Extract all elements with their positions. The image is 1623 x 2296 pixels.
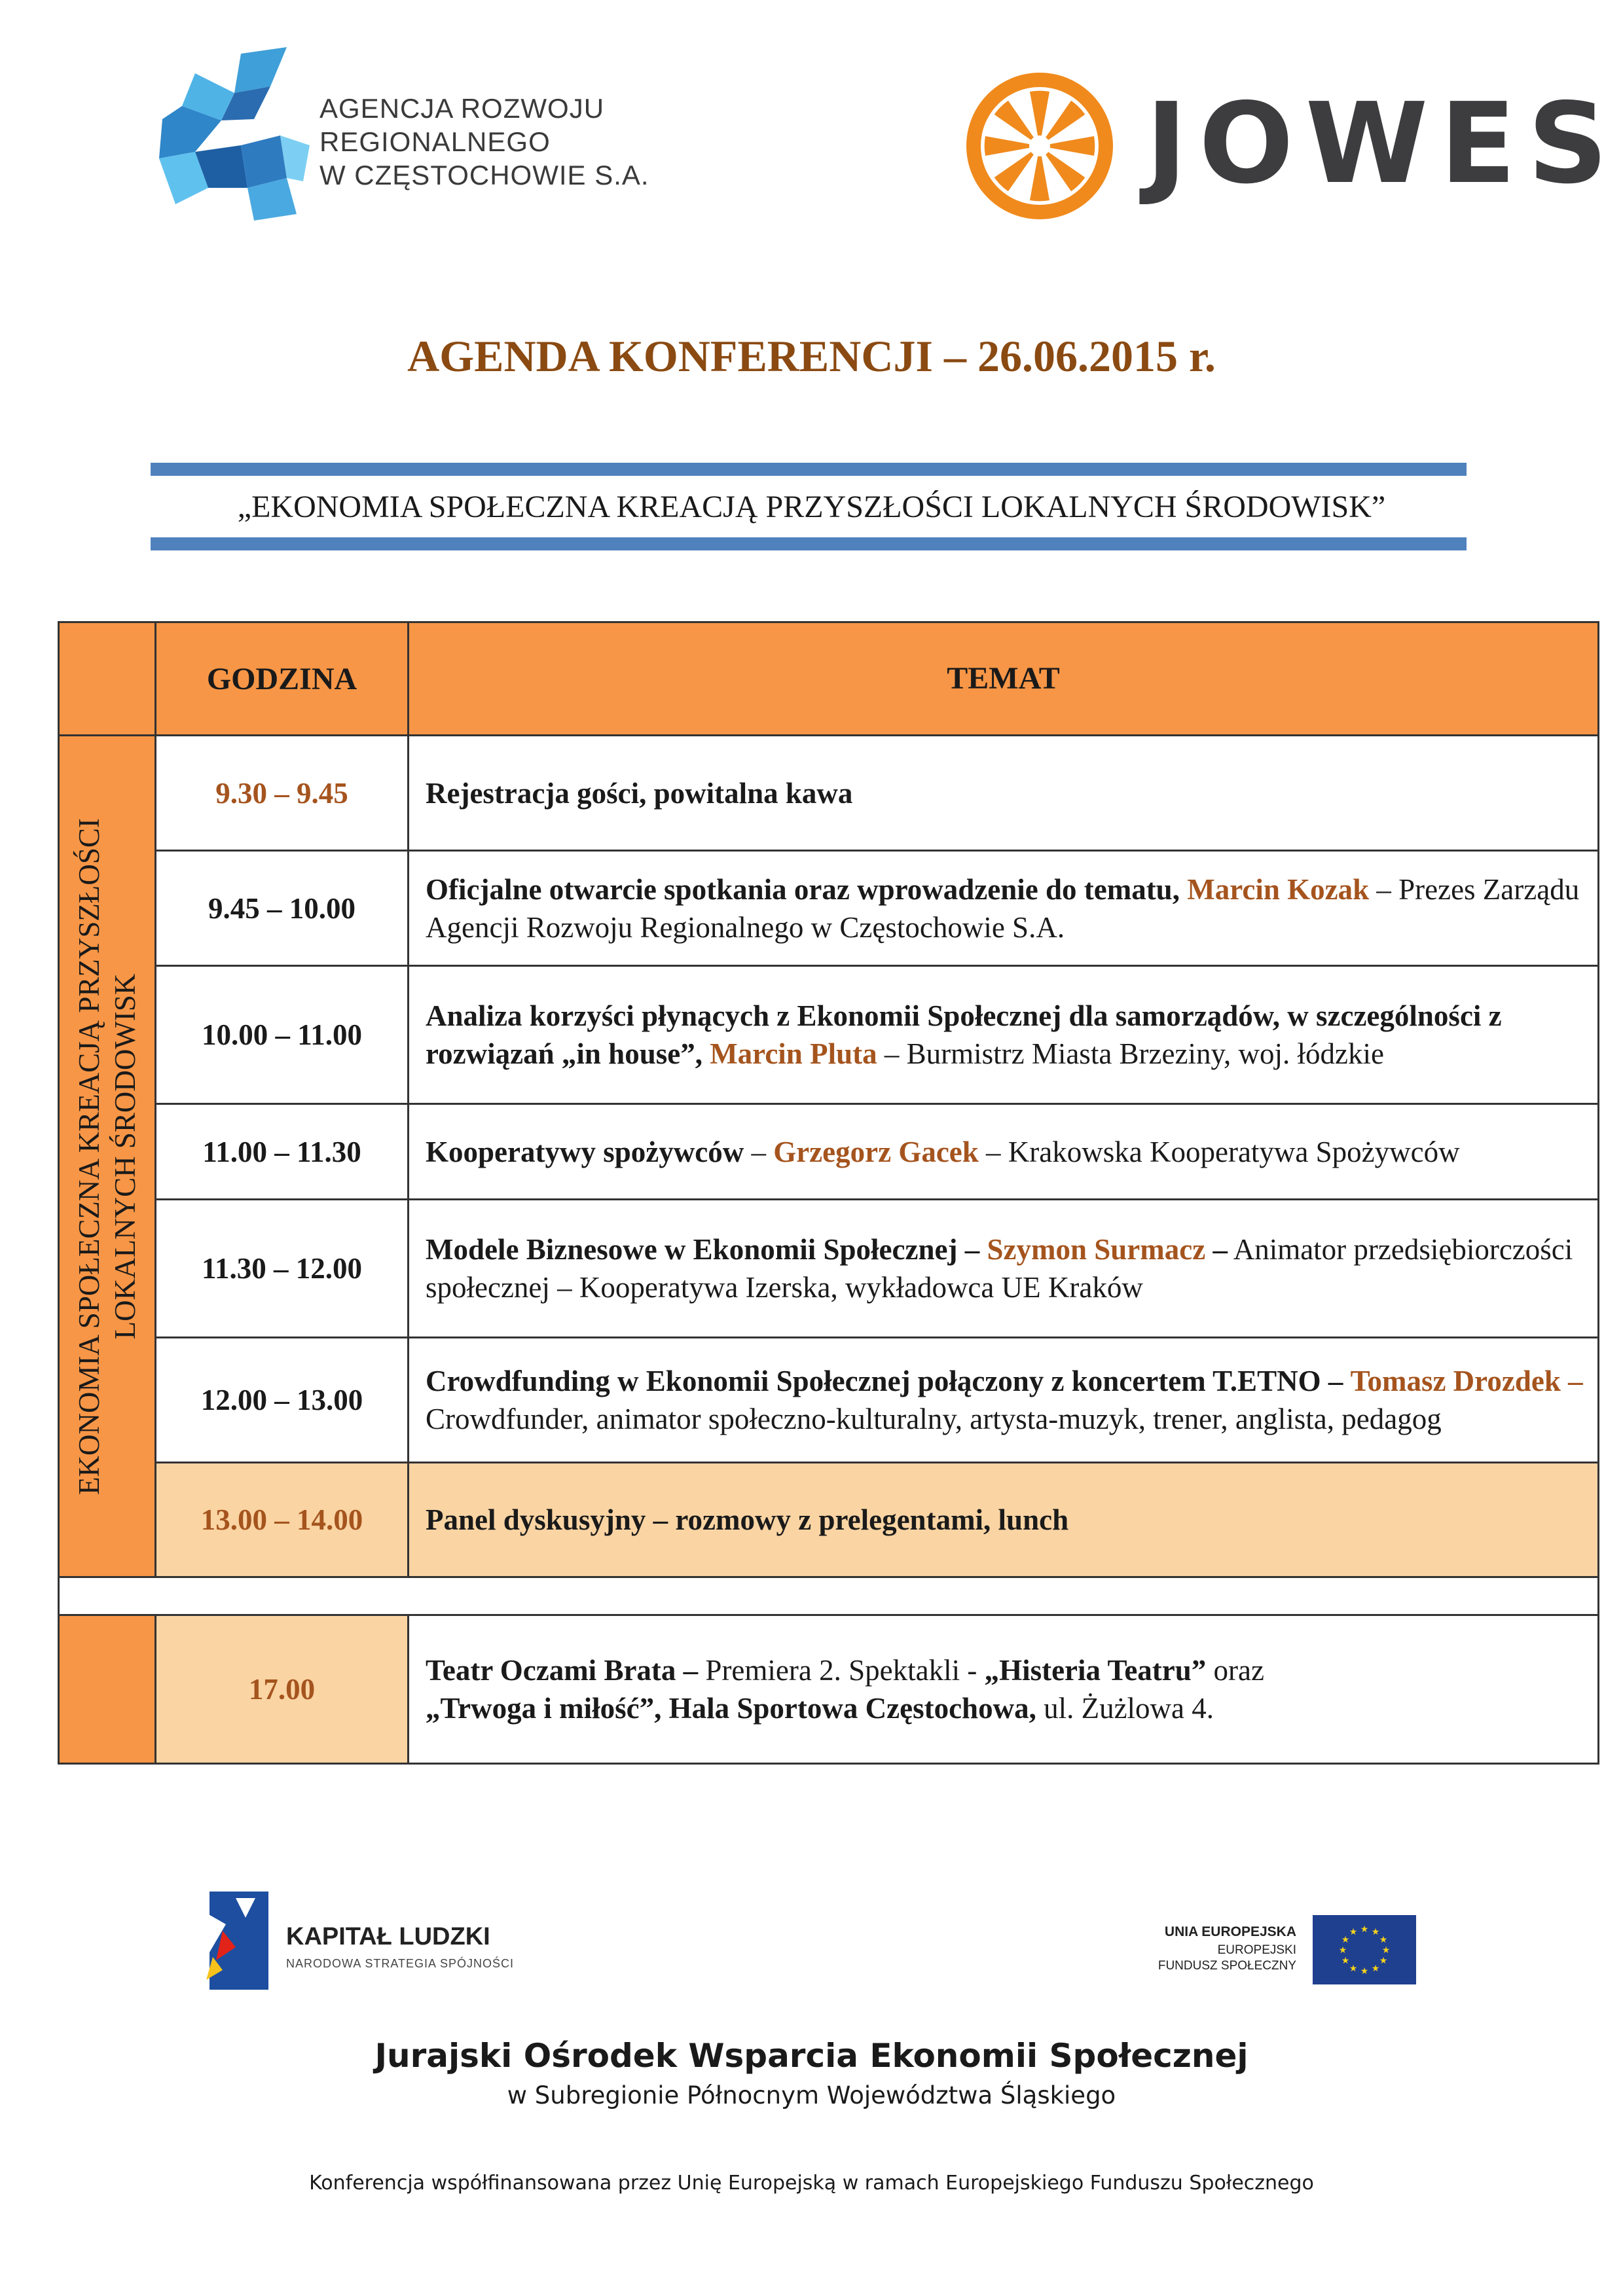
row-topic <box>409 1615 1599 1764</box>
svg-text:★: ★ <box>1341 1935 1350 1945</box>
arr-logo-line: AGENCJA ROZWOJU <box>319 93 605 124</box>
eu-label-title: UNIA EUROPEJSKA <box>1164 1924 1296 1939</box>
gap-cell <box>59 1577 1599 1615</box>
side-label-line: LOKALNYCH ŚRODOWISK <box>108 973 141 1339</box>
row-topic <box>409 1463 1599 1577</box>
arr-star-logo-icon <box>156 47 313 224</box>
svg-text:★: ★ <box>1379 1935 1388 1945</box>
topic-title: Analiza korzyści płynących z Ekonomii Społecznej dla samorządów, w szczególności z rozwiązań „in house”, <box>426 999 1502 1070</box>
row-topic <box>409 851 1599 966</box>
speaker-name: Grzegorz Gacek <box>773 1135 979 1168</box>
evening-row <box>59 1615 1599 1764</box>
header-topic: TEMAT <box>409 622 1599 736</box>
row-topic <box>409 1104 1599 1200</box>
header-corner-cell <box>59 622 156 736</box>
divider-top <box>151 463 1467 476</box>
topic-title: Rejestracja gości, powitalna kawa <box>426 776 853 810</box>
topic-separator: – <box>744 1135 774 1168</box>
table-row <box>59 1104 1599 1200</box>
row-time: 9.45 – 10.00 <box>156 851 409 966</box>
speaker-name: Tomasz Drozdek – <box>1350 1365 1583 1397</box>
orange-slice-logo-icon <box>964 71 1115 221</box>
side-label-line: EKONOMIA SPOŁECZNA KREACJĄ PRZYSZŁOŚCI <box>72 817 105 1495</box>
event-title: „Histeria Teatru” <box>984 1654 1207 1687</box>
conference-subtitle: „EKONOMIA SPOŁECZNA KREACJĄ PRZYSZŁOŚCI LOKALNYCH ŚRODOWISK” <box>237 490 1386 524</box>
organizer-region: w Subregionie Północnym Województwa Śląskiego <box>507 2081 1116 2109</box>
eu-label-line: FUNDUSZ SPOŁECZNY <box>1158 1959 1296 1973</box>
event-text: oraz <box>1206 1654 1264 1687</box>
topic-title: Panel dyskusyjny – rozmowy z prelegentami, lunch <box>426 1503 1069 1536</box>
divider-bottom <box>151 537 1467 550</box>
speaker-name: Marcin Pluta <box>710 1037 877 1070</box>
eu-flag-icon <box>1313 1915 1416 1984</box>
topic-title: Kooperatywy spożywców <box>426 1135 744 1168</box>
svg-text:★: ★ <box>1341 1956 1350 1966</box>
jowes-logo-text: JOWES <box>1146 79 1620 209</box>
table-row <box>59 966 1599 1104</box>
table-header-row <box>59 622 1599 736</box>
svg-text:★: ★ <box>1379 1956 1388 1966</box>
table-gap-row <box>59 1577 1599 1615</box>
page-title: AGENDA KONFERENCJI – 26.06.2015 r. <box>407 331 1216 381</box>
speaker-role: – Krakowska Kooperatywa Spożywców <box>978 1135 1460 1168</box>
svg-text:★: ★ <box>1371 1964 1380 1974</box>
topic-separator: – <box>1205 1233 1228 1266</box>
row-time: 17.00 <box>156 1615 409 1764</box>
event-title: Teatr Oczami Brata – <box>426 1654 699 1687</box>
organizer-name: Jurajski Ośrodek Wsparcia Ekonomii Społecznej <box>374 2037 1249 2075</box>
speaker-role: – Prezes Zarządu Agencji Rozwoju Regionalnego w Częstochowie S.A. <box>426 872 1580 944</box>
kapital-ludzki-title: KAPITAŁ LUDZKI <box>286 1923 490 1950</box>
row-topic <box>409 1338 1599 1463</box>
topic-title: Modele Biznesowe w Ekonomii Społecznej – <box>426 1233 980 1266</box>
row-time: 11.00 – 11.30 <box>156 1104 409 1200</box>
topic-title: Crowdfunding w Ekonomii Społecznej połączony z koncertem T.ETNO – <box>426 1365 1343 1397</box>
svg-text:★: ★ <box>1360 1966 1369 1977</box>
speaker-name: Marcin Kozak <box>1187 872 1370 906</box>
svg-text:★: ★ <box>1349 1964 1358 1974</box>
table-row <box>59 1200 1599 1338</box>
svg-text:★: ★ <box>1349 1927 1358 1937</box>
speaker-role: – Burmistrz Miasta Brzeziny, woj. łódzkie <box>877 1037 1384 1070</box>
arr-logo-text <box>319 92 649 192</box>
svg-text:★: ★ <box>1360 1924 1369 1935</box>
arr-logo-line: W CZĘSTOCHOWIE S.A. <box>319 160 649 190</box>
row-topic <box>409 1200 1599 1338</box>
table-row <box>59 851 1599 966</box>
table-row <box>59 1463 1599 1577</box>
eu-label-sub <box>1080 1943 1296 1974</box>
event-text: Premiera 2. Spektakli - <box>698 1654 985 1687</box>
row-time: 11.30 – 12.00 <box>156 1200 409 1338</box>
row-topic <box>409 736 1599 851</box>
agenda-table <box>58 621 1599 1765</box>
table-row <box>59 736 1599 851</box>
kapital-ludzki-logo-icon <box>196 1885 275 1996</box>
table-row <box>59 1338 1599 1463</box>
svg-text:★: ★ <box>1338 1945 1347 1956</box>
arr-logo-line: REGIONALNEGO <box>319 126 551 157</box>
svg-text:★: ★ <box>1371 1927 1380 1937</box>
speaker-role: Crowdfunder, animator społeczno-kulturalny, artysta-muzyk, trener, anglista, pedagog <box>426 1403 1442 1435</box>
row-time: 10.00 – 11.00 <box>156 966 409 1104</box>
event-venue: „Trwoga i miłość”, Hala Sportowa Częstochowa, <box>426 1692 1036 1725</box>
row-topic <box>409 966 1599 1104</box>
svg-text:★: ★ <box>1381 1945 1391 1956</box>
speaker-role: Animator przedsiębiorczości społecznej – Kooperatywa Izerska, wykładowca UE Kraków <box>426 1233 1573 1304</box>
event-address: ul. Żużlowa 4. <box>1036 1692 1214 1725</box>
side-label <box>71 764 143 1549</box>
eu-label-line: EUROPEJSKI <box>1217 1943 1296 1957</box>
side-label-cell <box>59 736 156 1577</box>
header-time: GODZINA <box>156 622 409 736</box>
row-time: 13.00 – 14.00 <box>156 1463 409 1577</box>
funding-note: Konferencja współfinansowana przez Unię Europejską w ramach Europejskiego Funduszu Społecznego <box>309 2172 1314 2195</box>
row-time: 12.00 – 13.00 <box>156 1338 409 1463</box>
topic-title: Oficjalne otwarcie spotkania oraz wprowadzenie do tematu, <box>426 872 1180 906</box>
evening-side-cell <box>59 1615 156 1764</box>
row-time: 9.30 – 9.45 <box>156 736 409 851</box>
kapital-ludzki-subtitle: NARODOWA STRATEGIA SPÓJNOŚCI <box>286 1957 515 1970</box>
speaker-name: Szymon Surmacz <box>987 1233 1206 1266</box>
